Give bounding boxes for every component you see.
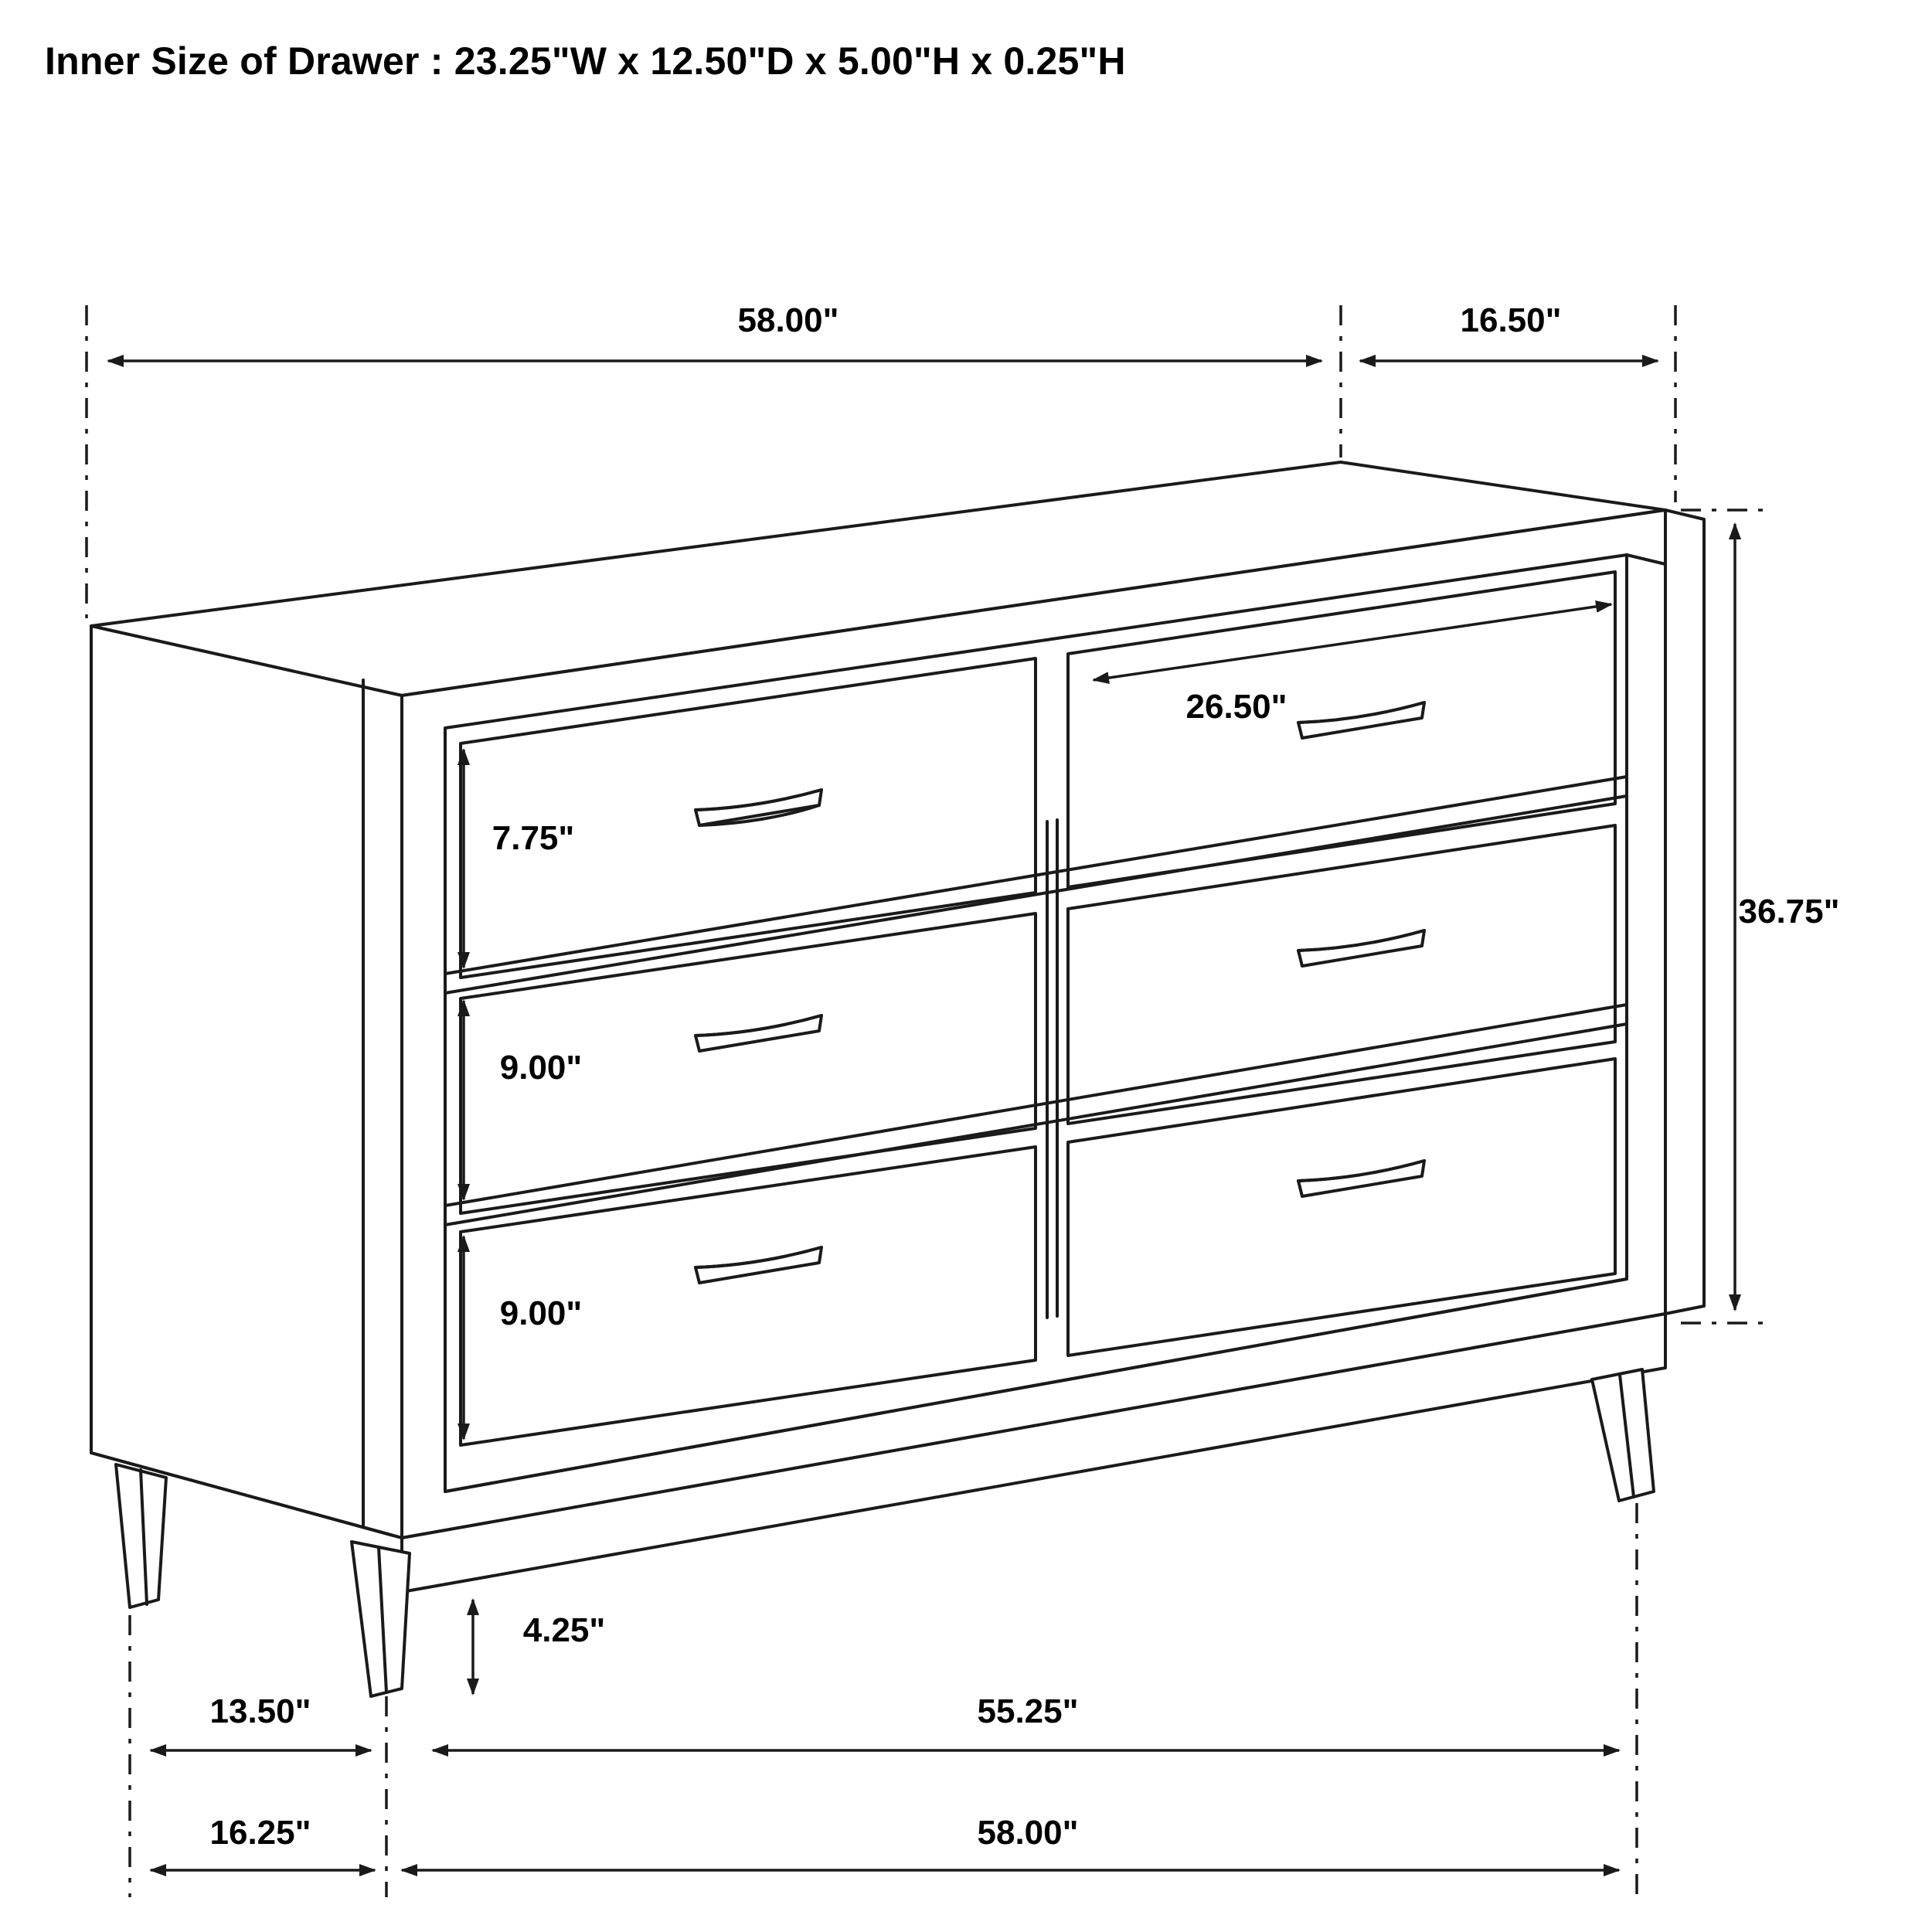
dim-label-drawer2-height: 9.00"	[499, 1049, 583, 1087]
dim-label-top-depth: 16.50"	[1460, 301, 1562, 339]
dim-label-leg-height: 4.25"	[522, 1611, 606, 1649]
page-title: Inner Size of Drawer : 23.25"W x 12.50"D x 5.00"H x 0.25"H	[45, 39, 1126, 83]
dim-label-drawer3-height: 9.00"	[499, 1294, 583, 1332]
dresser-body	[91, 462, 1704, 1696]
dim-label-drawer1-height: 7.75"	[492, 819, 575, 857]
dim-label-base-width: 55.25"	[977, 1692, 1079, 1730]
dim-label-top-width: 58.00"	[737, 301, 839, 339]
dim-label-overall-height: 36.75"	[1738, 893, 1840, 930]
dim-label-overall-depth: 16.25"	[209, 1814, 311, 1852]
dim-label-overall-width: 58.00"	[977, 1814, 1079, 1852]
dim-label-drawer-width: 26.50"	[1185, 688, 1287, 726]
dim-label-base-depth: 13.50"	[209, 1692, 311, 1730]
